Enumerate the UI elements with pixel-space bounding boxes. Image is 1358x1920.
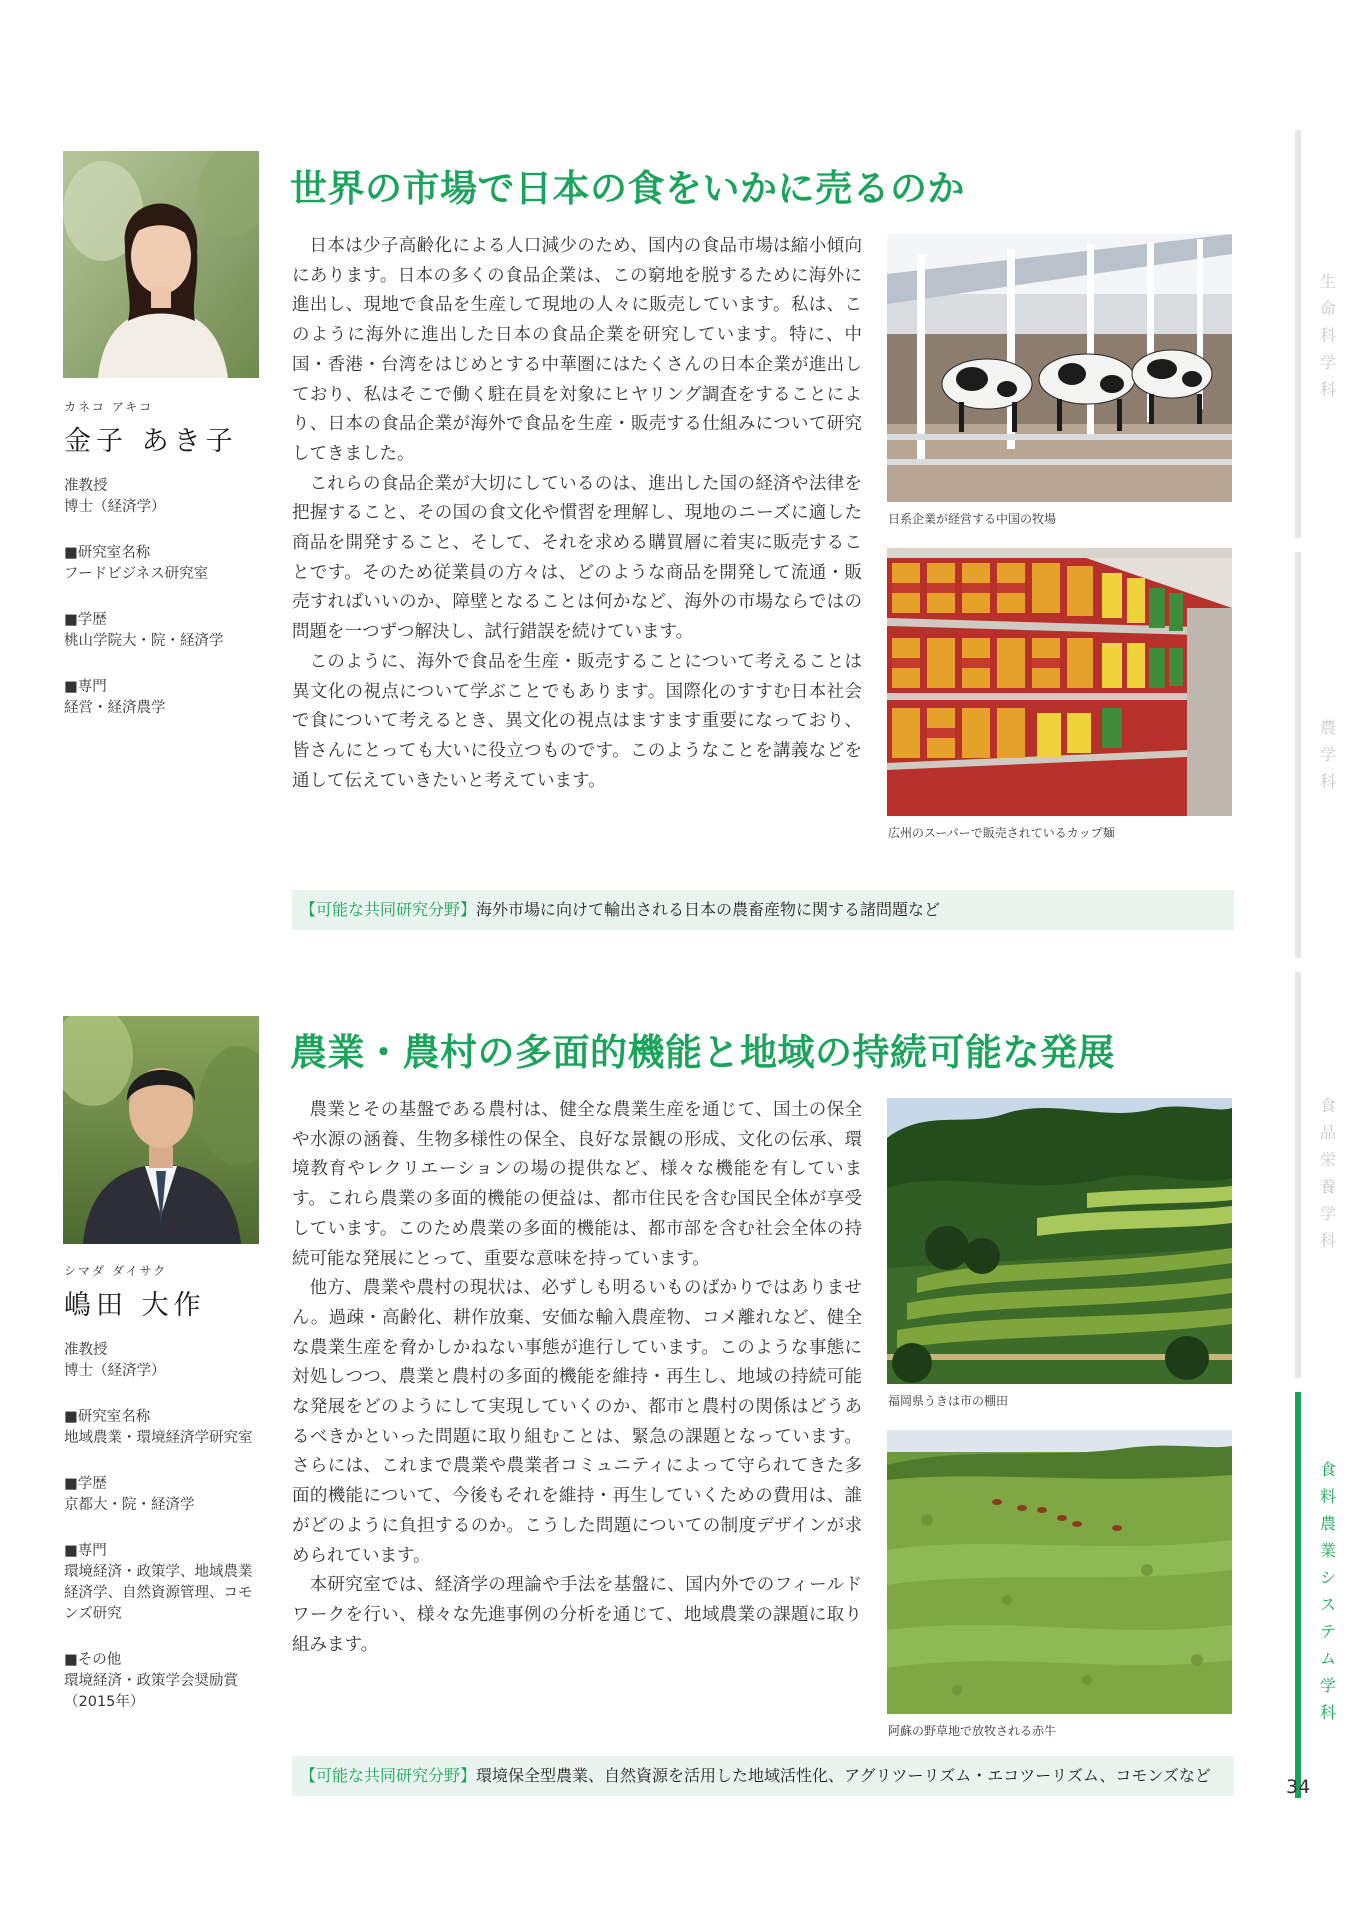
collab-text: 環境保全型農業、自然資源を活用した地域活性化、アグリツーリズム・エコツーリズム、コモンズなど [476,1766,1211,1785]
name-kana: シマダ ダイサク [64,1264,168,1278]
caption-rice-terraces: 福岡県うきは市の棚田 [888,1394,1009,1408]
specialty: 環境経済・政策学、地域農業経済学、自然資源管理、コモンズ研究 [64,1564,253,1622]
lab-name: 地域農業・環境経済学研究室 [64,1430,253,1446]
tab-line-2 [1295,552,1301,958]
position: 准教授 [64,478,108,494]
collab-box [292,1756,1234,1796]
section-body [292,232,862,796]
body-paragraph: 他方、農業や農村の現状は、必ずしも明るいものばかりではありません。過疎・高齢化、耕作放棄、安価な輸入農産物、コメ離れなど、健全な農業生産を脅かしかねない事態が進行しています。このような事態に対処しつつ、農業と農村の多面的機能を維持・再生し、地域の持続可能な発展をどのようにして実現していくのか、都市と農村の関係はどうあるべきかといった問題に取り組むことは、緊急の課題となっています。さらには、これまで農業や農業者コミュニティによって守られてきた多面的機能について、今後もそれを維持・再生していくための費用は、誰がどのように負担するのか。こうした問題についての制度デザインが求められています。 [292,1278,862,1566]
profile-kaneko [64,398,274,719]
body-paragraph: 農業とその基盤である農村は、健全な農業生産を通じて、国土の保全や水源の涵養、生物多様性の保全、良好な景観の形成、文化の伝承、環境教育やレクリエーションの場の提供など、様々な機能を有しています。これら農業の多面的機能の便益は、都市住民を含む国民全体が享受しています。このため農業の多面的機能は、都市部を含む社会全体の持続可能な発展にとって、重要な意味を持っています。 [292,1100,862,1269]
specialty-heading: ■専門 [64,1543,107,1559]
body-paragraph: 日本は少子高齢化による人口減少のため、国内の食品市場は縮小傾向にあります。日本の多くの食品企業は、この窮地を脱するために海外に進出し、現地で食品を生産して現地の人々に販売しています。私は、このように海外に進出した日本の食品企業を研究しています。特に、中国・香港・台湾をはじめとする中華圏にはたくさんの日本企業が進出しており、私はそこで働く駐在員を対象にヒヤリング調査をすることにより、日本の食品企業が海外で食品を生産・販売する仕組みについて研究してきました。 [292,236,862,464]
portrait-photo-kaneko [63,151,259,378]
photo-dairy-farm [887,234,1232,502]
section-title: 世界の市場で日本の食をいかに売るのか [290,167,965,210]
photo-rice-terraces [887,1098,1232,1384]
person-name: 金子 あき子 [64,426,238,457]
tab-shokuhin[interactable]: 食品栄養学科 [1319,1096,1336,1250]
lab-heading: ■研究室名称 [64,545,151,561]
tab-line-3 [1295,972,1301,1378]
collab-box [292,890,1234,930]
lab-heading: ■研究室名称 [64,1409,151,1425]
photo-aso-grassland [887,1430,1232,1714]
tab-line-1 [1295,130,1301,538]
tab-nougaku[interactable]: 農学科 [1319,718,1336,791]
collab-tag: 【可能な共同研究分野】 [300,1766,477,1785]
collab-text: 海外市場に向けて輸出される日本の農畜産物に関する諸問題など [476,900,941,919]
body-paragraph: 本研究室では、経済学の理論や手法を基盤に、国内外でのフィールドワークを行い、様々な先進事例の分析を通じて、地域農業の課題に取り組みます。 [292,1575,862,1655]
other-heading: ■その他 [64,1652,122,1668]
tab-seimei[interactable]: 生命科学科 [1319,272,1336,399]
profile-shimada [64,1262,274,1713]
tab-shokuryo[interactable]: 食料農業システム学科 [1319,1460,1336,1722]
collab-tag: 【可能な共同研究分野】 [300,900,477,919]
other-info: 環境経済・政策学会奨励賞（2015年） [64,1673,238,1710]
education: 桃山学院大・院・経済学 [64,633,224,649]
body-paragraph: このように、海外で食品を生産・販売することについて考えることは異文化の視点について学ぶことでもあります。国際化のすすむ日本社会で食について考えるとき、異文化の視点はますます重要になっており、皆さんにとっても大いに役立つものです。このようなことを講義などを通して伝えていきたいと考えています。 [292,651,862,791]
education: 京都大・院・経済学 [64,1497,195,1513]
education-heading: ■学歴 [64,612,107,628]
person-name: 嶋田 大作 [64,1290,206,1321]
specialty-heading: ■専門 [64,679,107,695]
position: 准教授 [64,1342,108,1358]
section-title: 農業・農村の多面的機能と地域の持続可能な発展 [290,1031,1115,1074]
body-paragraph: これらの食品企業が大切にしているのは、進出した国の経済や法律を把握すること、その国の食文化や慣習を理解し、現地のニーズに適した商品を開発すること、そして、それを求める購買層に着実に販売することです。そのため従業員の方々は、どのような商品を開発して流通・販売すればいいのか、障壁となることは何かなど、海外の市場ならではの問題を一つずつ解決し、試行錯誤を続けています。 [292,473,862,643]
specialty: 経営・経済農学 [64,700,166,716]
caption-aso-grassland: 阿蘇の野草地で放牧される赤牛 [888,1724,1057,1738]
caption-cup-noodles: 広州のスーパーで販売されているカップ麺 [888,826,1115,840]
section-body [292,1096,862,1660]
photo-cup-noodles [887,548,1232,816]
degree: 博士（経済学） [64,499,166,515]
lab-name: フードビジネス研究室 [64,566,209,582]
education-heading: ■学歴 [64,1476,107,1492]
caption-dairy-farm: 日系企業が経営する中国の牧場 [888,512,1057,526]
degree: 博士（経済学） [64,1363,166,1379]
portrait-photo-shimada [63,1016,259,1244]
name-kana: カネコ アキコ [64,400,154,414]
tab-line-4 [1295,1392,1301,1798]
page-number: 34 [1286,1776,1311,1798]
